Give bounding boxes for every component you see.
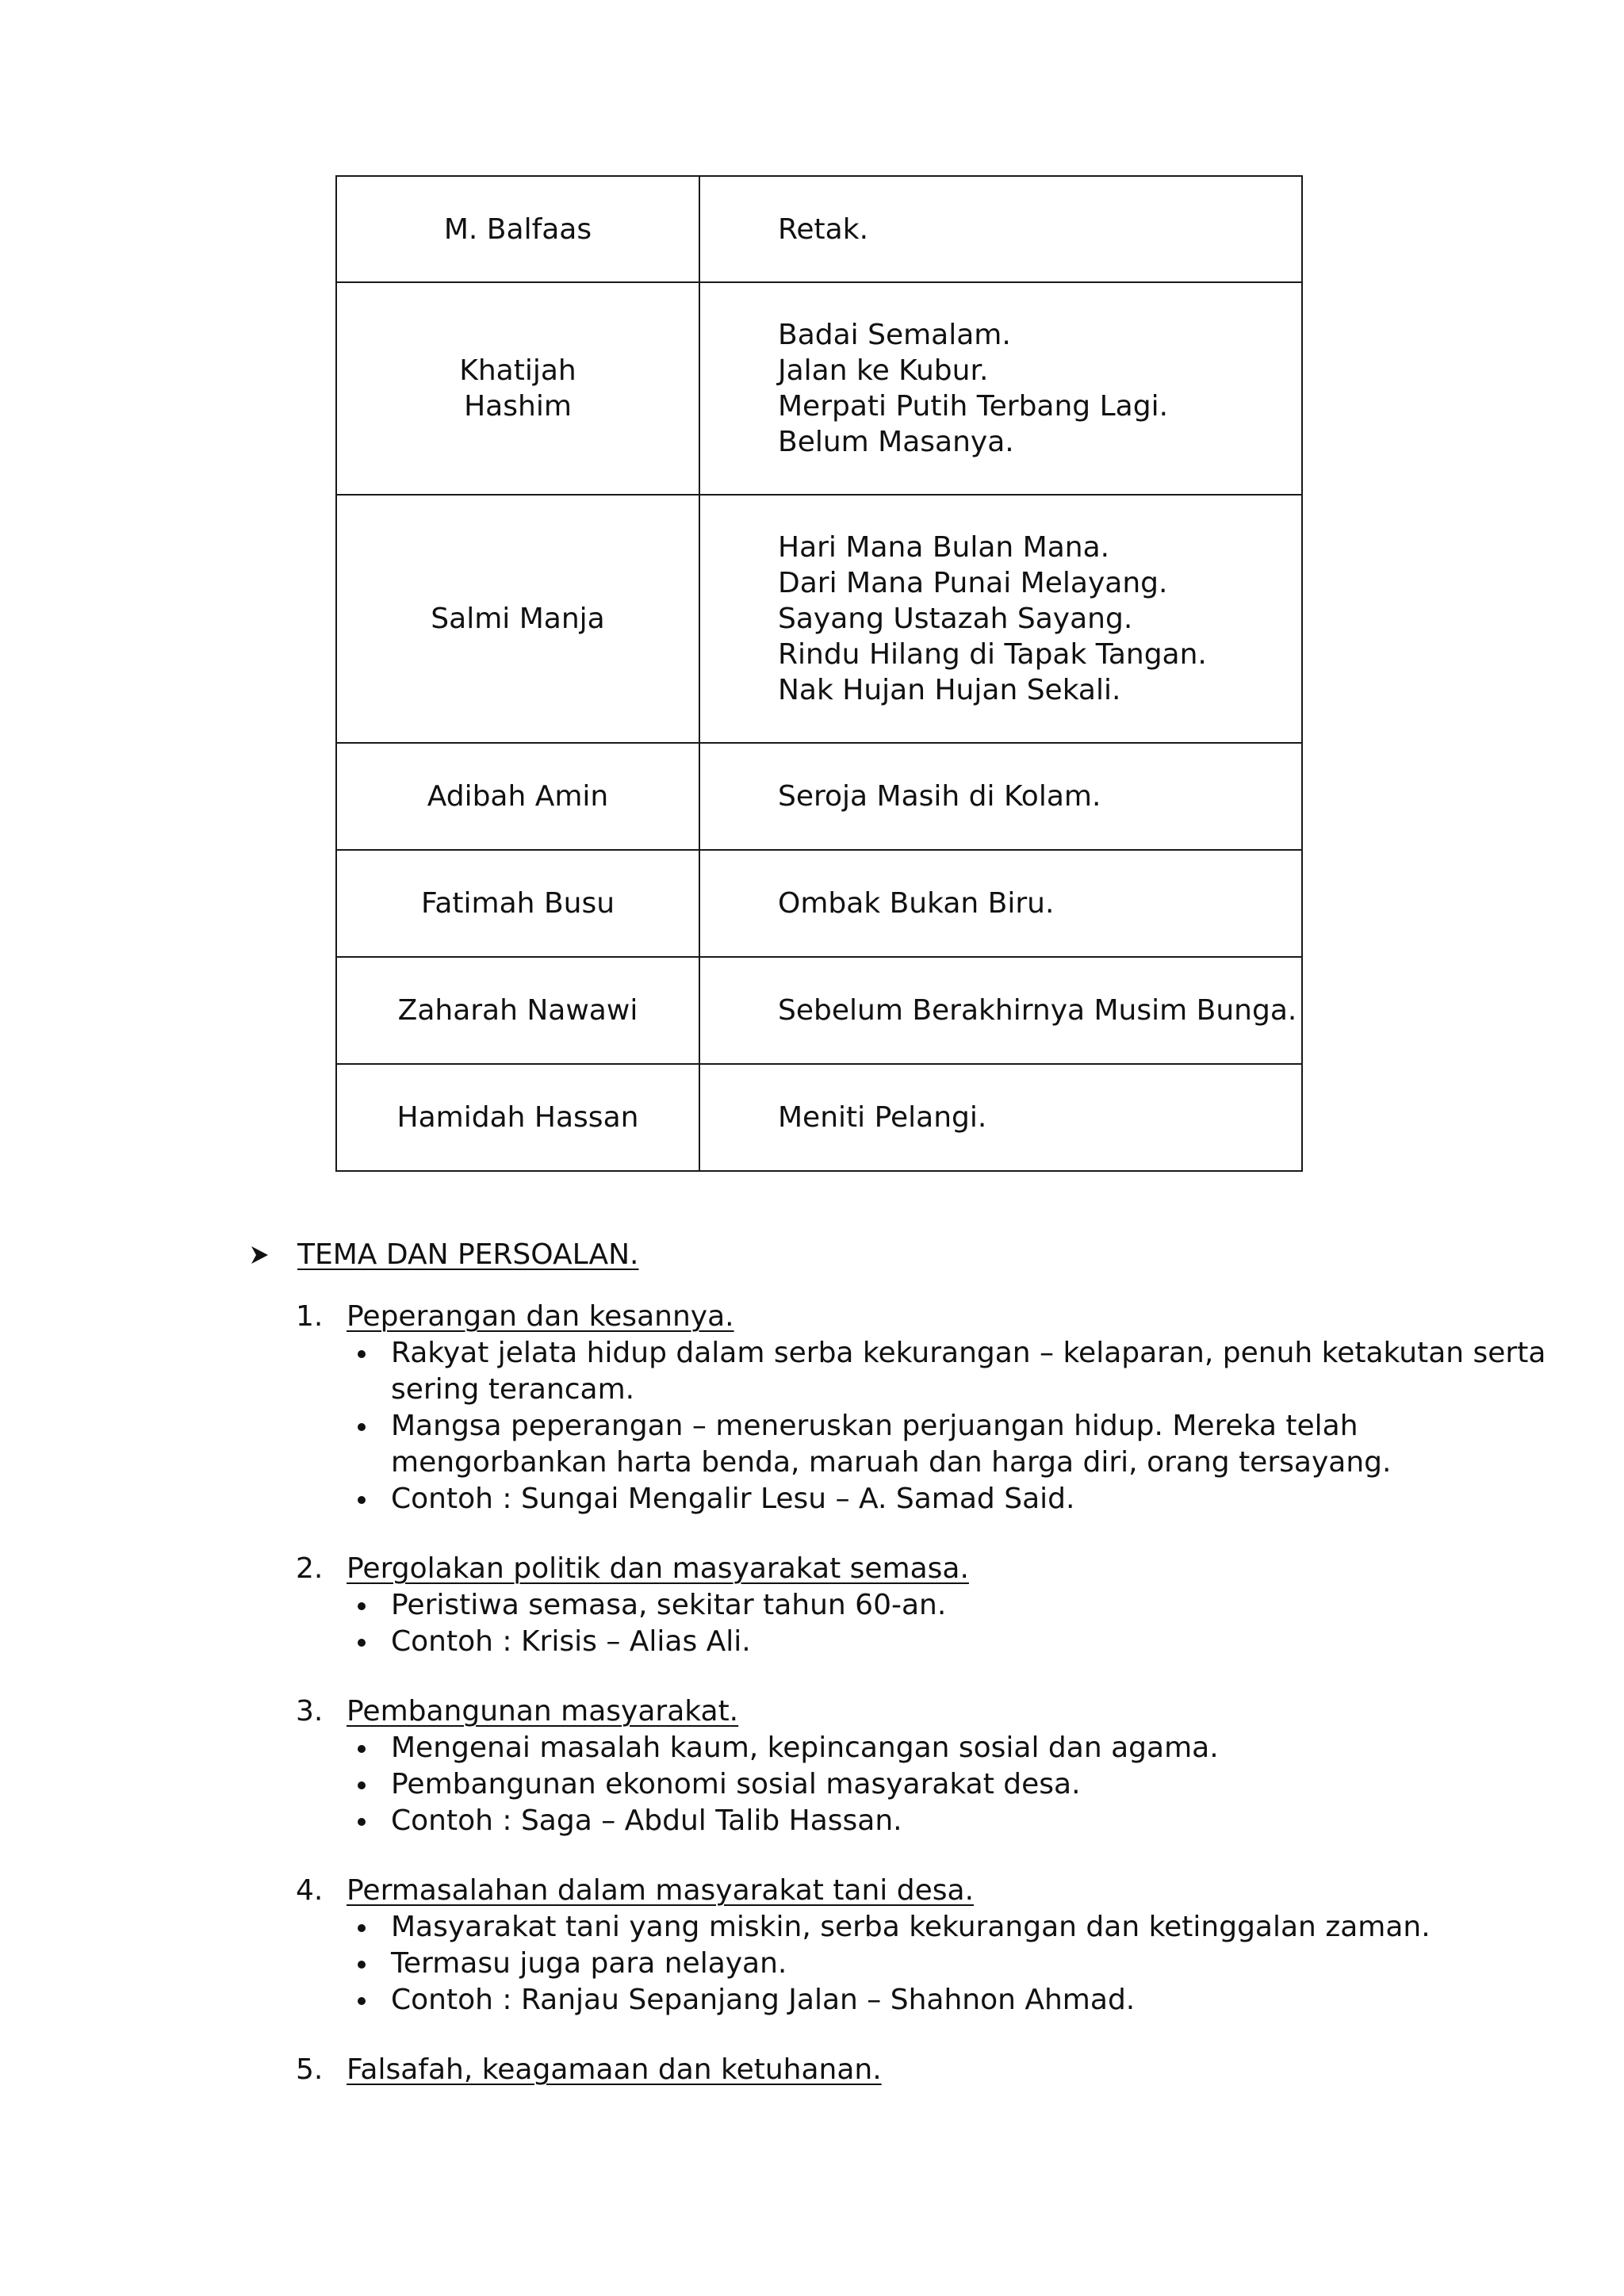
- bullet-dot-icon: [347, 1335, 391, 1408]
- list-item: [347, 1803, 1557, 1839]
- author-cell: [336, 1064, 699, 1171]
- table-row: [336, 282, 1302, 495]
- work-title: Meniti Pelangi.: [778, 1101, 987, 1134]
- author-cell: [336, 743, 699, 850]
- works-cell: [699, 495, 1302, 743]
- topic-number: 3.: [296, 1695, 324, 1728]
- topic-item: [296, 1873, 1557, 2019]
- list-item: [347, 1587, 1557, 1624]
- bullet-text: Peristiwa semasa, sekitar tahun 60-an.: [391, 1589, 947, 1621]
- topic-title: Pembangunan masyarakat.: [347, 1695, 739, 1728]
- topic-item: [296, 1299, 1557, 1517]
- topic-number: 4.: [296, 1874, 324, 1907]
- section-heading: [248, 1237, 1557, 1273]
- works-cell: [699, 1064, 1302, 1171]
- topic-list: [248, 1299, 1557, 2088]
- bullet-text: Contoh : Ranjau Sepanjang Jalan – Shahnon Ahmad.: [391, 1984, 1136, 2016]
- author-name: Hamidah Hassan: [396, 1101, 639, 1134]
- bullet-text: Termasu juga para nelayan.: [391, 1947, 787, 1980]
- list-item: [347, 1730, 1557, 1766]
- bullet-dot-icon: [347, 1587, 391, 1624]
- work-title: Badai Semalam.: [778, 319, 1011, 351]
- topic-item: [296, 2052, 1557, 2088]
- list-item: [347, 1946, 1557, 1982]
- list-item: [347, 1982, 1557, 2019]
- bullet-list: [347, 1587, 1557, 1660]
- topic-number: 1.: [296, 1300, 324, 1333]
- list-item: [347, 1335, 1557, 1408]
- bullet-list: [347, 1730, 1557, 1839]
- bullet-list: [347, 1909, 1557, 2019]
- work-title: Ombak Bukan Biru.: [778, 887, 1055, 920]
- bullet-dot-icon: [347, 1624, 391, 1660]
- works-cell: [699, 850, 1302, 957]
- work-title: Retak.: [778, 212, 869, 246]
- author-cell: [336, 495, 699, 743]
- topic-item: [296, 1551, 1557, 1660]
- work-title: Sebelum Berakhirnya Musim Bunga.: [778, 994, 1297, 1027]
- topic-title: Permasalahan dalam masyarakat tani desa.: [347, 1874, 975, 1907]
- topic-title: Pergolakan politik dan masyarakat semasa.: [347, 1552, 969, 1585]
- topic-title-row: [296, 1551, 1557, 1587]
- topic-title-row: [296, 1299, 1557, 1335]
- topic-item: [296, 1693, 1557, 1839]
- author-name: Adibah Amin: [427, 780, 609, 813]
- author-name: Fatimah Busu: [420, 887, 615, 920]
- list-item: [347, 1481, 1557, 1517]
- topic-number: 2.: [296, 1552, 324, 1585]
- author-name: Zaharah Nawawi: [397, 994, 638, 1027]
- bullet-list: [347, 1335, 1557, 1517]
- bullet-text: Contoh : Krisis – Alias Ali.: [391, 1625, 751, 1658]
- bullet-dot-icon: [347, 1946, 391, 1982]
- work-title: Seroja Masih di Kolam.: [778, 780, 1101, 813]
- bullet-dot-icon: [347, 1982, 391, 2019]
- work-title: Dari Mana Punai Melayang.: [778, 567, 1168, 599]
- bullet-text: Pembangunan ekonomi sosial masyarakat desa.: [391, 1768, 1081, 1800]
- bullet-text: Rakyat jelata hidup dalam serba kekurangan – kelaparan, penuh ketakutan serta sering terancam.: [391, 1337, 1546, 1406]
- work-title: Sayang Ustazah Sayang.: [778, 603, 1133, 635]
- topic-title-row: [296, 1693, 1557, 1730]
- works-cell: [699, 743, 1302, 850]
- list-item: [347, 1408, 1557, 1481]
- section-heading-text: TEMA DAN PERSOALAN.: [297, 1238, 639, 1271]
- table-row: [336, 176, 1302, 282]
- work-title: Hari Mana Bulan Mana.: [778, 531, 1110, 564]
- list-item: [347, 1624, 1557, 1660]
- theme-section: [248, 1237, 1557, 2088]
- arrow-bullet-icon: [248, 1244, 270, 1266]
- author-cell: [336, 850, 699, 957]
- table-row: [336, 850, 1302, 957]
- work-title: Belum Masanya.: [778, 426, 1014, 458]
- author-cell: [336, 957, 699, 1064]
- bullet-dot-icon: [347, 1803, 391, 1839]
- works-cell: [699, 176, 1302, 282]
- topic-title: Peperangan dan kesannya.: [347, 1300, 734, 1333]
- bullet-dot-icon: [347, 1766, 391, 1803]
- table-row: [336, 743, 1302, 850]
- works-cell: [699, 957, 1302, 1064]
- bullet-dot-icon: [347, 1909, 391, 1946]
- list-item: [347, 1909, 1557, 1946]
- table-row: [336, 957, 1302, 1064]
- bullet-text: Mengenai masalah kaum, kepincangan sosial dan agama.: [391, 1732, 1219, 1764]
- bullet-text: Contoh : Saga – Abdul Talib Hassan.: [391, 1804, 902, 1837]
- table-row: [336, 495, 1302, 743]
- work-title: Nak Hujan Hujan Sekali.: [778, 674, 1121, 706]
- author-name: Salmi Manja: [431, 603, 605, 635]
- topic-title-row: [296, 2052, 1557, 2088]
- bullet-dot-icon: [347, 1481, 391, 1517]
- topic-title-row: [296, 1873, 1557, 1909]
- bullet-text: Masyarakat tani yang miskin, serba kekurangan dan ketinggalan zaman.: [391, 1911, 1431, 1943]
- author-cell: [336, 176, 699, 282]
- work-title: Merpati Putih Terbang Lagi.: [778, 390, 1169, 423]
- author-name: M. Balfaas: [443, 212, 592, 246]
- topic-number: 5.: [296, 2053, 324, 2086]
- bullet-text: Contoh : Sungai Mengalir Lesu – A. Samad Said.: [391, 1483, 1075, 1515]
- bullet-dot-icon: [347, 1408, 391, 1481]
- work-title: Jalan ke Kubur.: [778, 354, 989, 387]
- topic-title: Falsafah, keagamaan dan ketuhanan.: [347, 2053, 882, 2086]
- works-cell: [699, 282, 1302, 495]
- table-row: [336, 1064, 1302, 1171]
- author-name: Khatijah: [459, 354, 576, 387]
- author-cell: [336, 282, 699, 495]
- bullet-dot-icon: [347, 1730, 391, 1766]
- work-title: Rindu Hilang di Tapak Tangan.: [778, 638, 1207, 671]
- bullet-text: Mangsa peperangan – meneruskan perjuangan hidup. Mereka telah mengorbankan harta benda, maruah dan harga diri, orang tersayang.: [391, 1410, 1392, 1479]
- author-works-table: [335, 175, 1303, 1172]
- author-name: Hashim: [464, 390, 572, 423]
- list-item: [347, 1766, 1557, 1803]
